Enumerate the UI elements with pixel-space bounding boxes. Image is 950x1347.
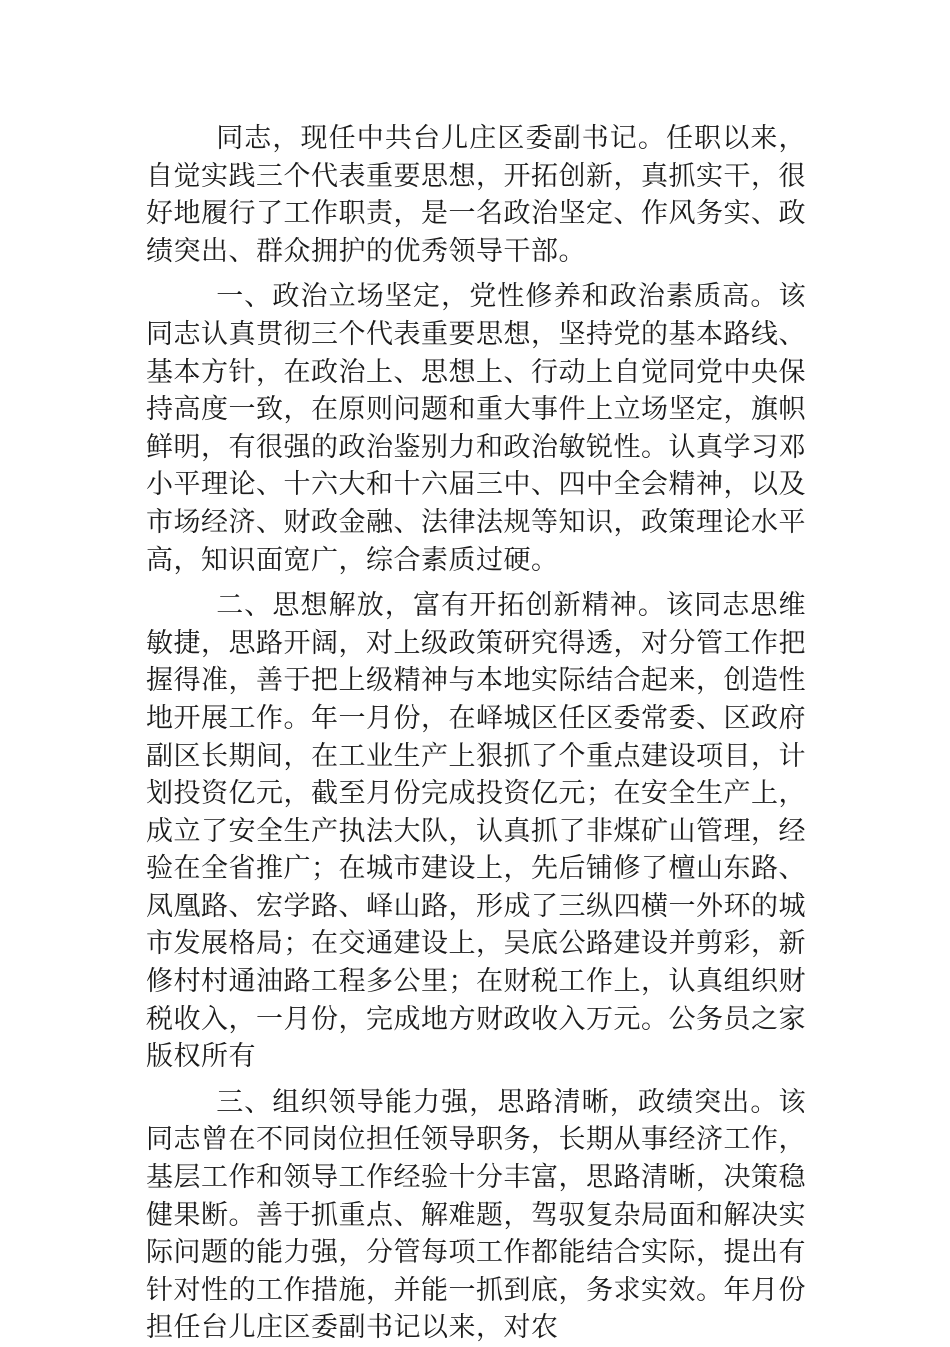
document-body xyxy=(146,120,806,1347)
paragraph-leadership: 三、组织领导能力强，思路清晰，政绩突出。该同志曾在不同岗位担任领导职务，长期从事经济工作，基层工作和领导工作经验十分丰富，思路清晰，决策稳健果断。善于抓重点、解难题，驾驭复杂局面和解决实际问题的能力强，分管每项工作都能结合实际，提出有针对性的工作措施，并能一抓到底，务求实效。年月份担任台儿庄区委副书记以来，对农 xyxy=(146,1086,806,1344)
paragraph-political-stance: 一、政治立场坚定，党性修养和政治素质高。该同志认真贯彻三个代表重要思想，坚持党的基本路线、基本方针，在政治上、思想上、行动上自觉同党中央保持高度一致，在原则问题和重大事件上立场坚定，旗帜鲜明，有很强的政治鉴别力和政治敏锐性。认真学习邓小平理论、十六大和十六届三中、四中全会精神，以及市场经济、财政金融、法律法规等知识，政策理论水平高，知识面宽广，综合素质过硬。 xyxy=(146,281,806,576)
paragraph-intro: 同志，现任中共台儿庄区委副书记。任职以来，自觉实践三个代表重要思想，开拓创新，真抓实干，很好地履行了工作职责，是一名政治坚定、作风务实、政绩突出、群众拥护的优秀领导干部。 xyxy=(146,123,806,267)
paragraph-innovation: 二、思想解放，富有开拓创新精神。该同志思维敏捷，思路开阔，对上级政策研究得透，对分管工作把握得准，善于把上级精神与本地实际结合起来，创造性地开展工作。年一月份，在峄城区任区委常委、区政府副区长期间，在工业生产上狠抓了个重点建设项目，计划投资亿元，截至月份完成投资亿元；在安全生产上，成立了安全生产执法大队，认真抓了非煤矿山管理，经验在全省推广；在城市建设上，先后铺修了檀山东路、凤凰路、宏学路、峄山路，形成了三纵四横一外环的城市发展格局；在交通建设上，吴底公路建设并剪彩，新修村村通油路工程多公里；在财税工作上，认真组织财税收入，一月份，完成地方财政收入万元。公务员之家版权所有 xyxy=(146,590,806,1073)
